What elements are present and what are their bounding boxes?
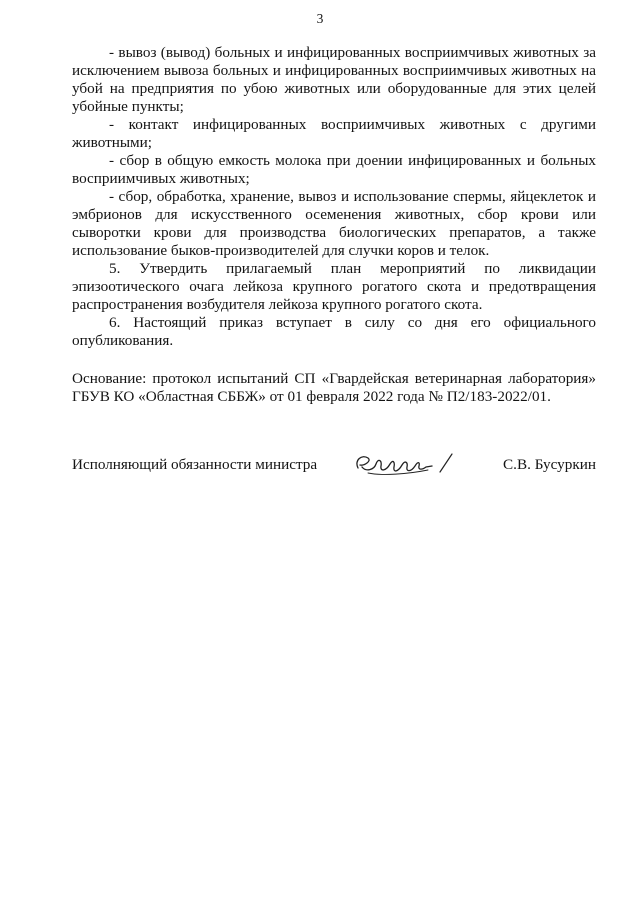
signature-block [72, 446, 596, 486]
signatory-name: С.В. Бусуркин [503, 456, 596, 473]
basis-note: Основание: протокол испытаний СП «Гвардейская ветеринарная лаборатория» ГБУВ КО «Областная СББЖ» от 01 февраля 2022 года № П2/183-2022/01. [72, 370, 596, 405]
paragraph-ban-milk: - сбор в общую емкость молока при доении инфицированных и больных восприимчивых животных; [72, 152, 596, 187]
page-number: 3 [316, 11, 324, 26]
paragraph-ban-semen: - сбор, обработка, хранение, вывоз и использование спермы, яйцеклеток и эмбрионов для искусственного осеменения животных, сбор крови или сыворотки крови для производства биологических препаратов, а также использование быков-производителей для случки коров и телок. [72, 188, 596, 259]
handwritten-signature-icon [348, 446, 458, 480]
signatory-role: Исполняющий обязанности министра [72, 456, 318, 473]
paragraph-approve-plan: 5. Утвердить прилагаемый план мероприятий по ликвидации эпизоотического очага лейкоза крупного рогатого скота и предотвращения распространения возбудителя лейкоза крупного рогатого скота. [72, 260, 596, 313]
paragraph-ban-removal: - вывоз (вывод) больных и инфицированных восприимчивых животных за исключением вывоза больных и инфицированных восприимчивых животных на убой на предприятия по убою животных или оборудованные для этих целей убойные пункты; [72, 44, 596, 115]
paragraph-effective-date: 6. Настоящий приказ вступает в силу со дня его официального опубликования. [72, 314, 596, 349]
paragraph-ban-contact: - контакт инфицированных восприимчивых животных с другими животными; [72, 116, 596, 151]
order-body [72, 44, 596, 350]
